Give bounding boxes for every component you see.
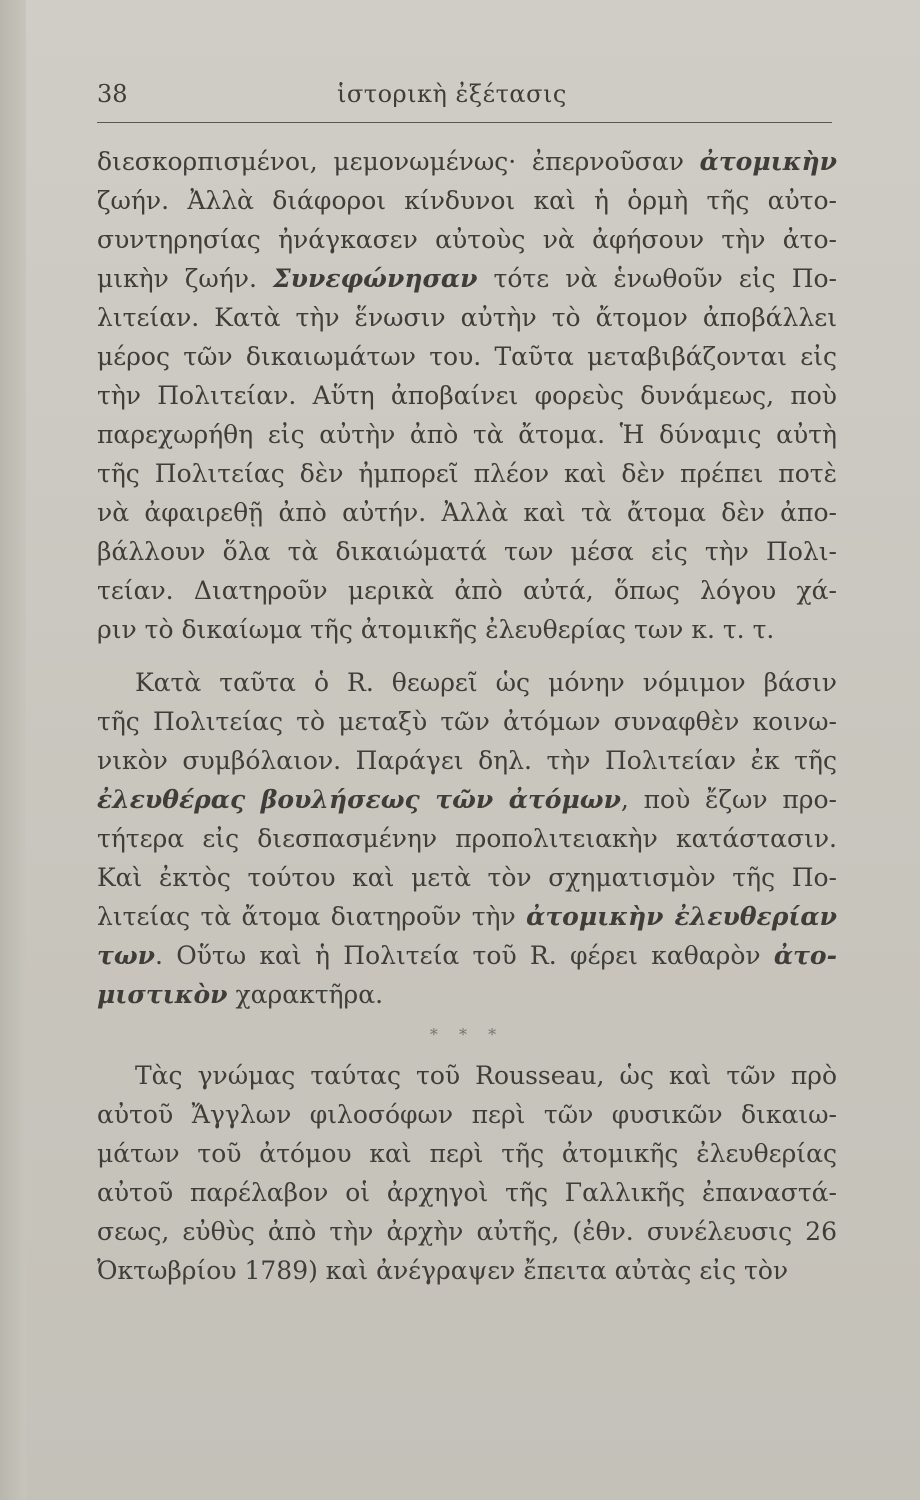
text-span: μικὴν ζωήν. <box>97 264 273 293</box>
text-line <box>97 975 837 1014</box>
paragraph-3 <box>97 1056 837 1290</box>
text-span: ζωήν. Ἀλλὰ διάφοροι κίνδυνοι καὶ ἡ ὁρμὴ τῆς αὐτο- <box>97 186 837 215</box>
text-line <box>97 1095 837 1134</box>
text-line <box>97 702 837 741</box>
text-line <box>97 493 837 532</box>
text-span: νὰ ἀφαιρεθῇ ἀπὸ αὐτήν. Ἀλλὰ καὶ τὰ ἄτομα δὲν ἀπο- <box>97 498 837 527</box>
text-span: μάτων τοῦ ἀτόμου καὶ περὶ τῆς ἀτομικῆς ἐλευθερίας <box>97 1139 837 1168</box>
running-title: ἱστορικὴ ἐξέτασις <box>337 80 567 108</box>
text-span: χαρακτῆρα. <box>227 980 384 1009</box>
text-line <box>97 259 837 298</box>
text-line <box>97 415 837 454</box>
text-span: τὴν Πολιτείαν. Αὕτη ἀποβαίνει φορεὺς δυνάμεως, ποὺ <box>97 381 837 410</box>
text-span: παρεχωρήθη εἰς αὐτὴν ἀπὸ τὰ ἄτομα. Ἡ δύναμις αὐτὴ <box>97 420 837 449</box>
text-line <box>97 571 837 610</box>
text-span: Ὀκτωβρίου 1789) καὶ ἀνέγραψεν ἔπειτα αὐτὰς εἰς τὸν <box>97 1256 789 1285</box>
paragraph-gap <box>97 649 837 663</box>
text-line <box>97 610 837 649</box>
text-span: σεως, εὐθὺς ἀπὸ τὴν ἀρχὴν αὐτῆς, (ἐθν. συνέλευσις 26 <box>97 1217 837 1246</box>
text-span: , ποὺ ἔζων προ- <box>620 785 837 814</box>
text-line <box>97 1251 837 1290</box>
section-separator: * * * <box>429 1025 505 1044</box>
text-line <box>97 741 837 780</box>
emphasized-text: Συνεφώνησαν <box>272 264 478 293</box>
text-span: νικὸν συμβόλαιον. Παράγει δηλ. τὴν Πολιτείαν ἐκ τῆς <box>97 746 837 775</box>
paragraph-2 <box>97 663 837 1014</box>
text-span: τήτερα εἰς διεσπασμένην προπολιτειακὴν κατάστασιν. <box>97 824 837 853</box>
emphasized-text: ἐλευθέρας βουλήσεως τῶν ἀτόμων <box>97 785 621 814</box>
text-line <box>97 897 837 936</box>
text-span: Καὶ ἐκτὸς τούτου καὶ μετὰ τὸν σχηματισμὸν τῆς Πο- <box>97 863 837 892</box>
text-span: τείαν. Διατηροῦν μερικὰ ἀπὸ αὐτά, ὅπως λόγου χά- <box>97 576 837 605</box>
text-span: μέρος τῶν δικαιωμάτων του. Ταῦτα μεταβιβάζονται εἰς <box>97 342 837 371</box>
text-span: ριν τὸ δικαίωμα τῆς ἀτομικῆς ἐλευθερίας των κ. τ. τ. <box>97 615 775 644</box>
text-line <box>97 376 837 415</box>
text-line <box>97 819 837 858</box>
text-line <box>97 663 837 702</box>
text-span: τῆς Πολιτείας τὸ μεταξὺ τῶν ἀτόμων συναφθὲν κοινω- <box>97 707 837 736</box>
text-span: τότε νὰ ἑνωθοῦν εἰς Πο- <box>477 264 837 293</box>
emphasized-text: μιστικὸν <box>97 980 228 1009</box>
text-span: . Οὕτω καὶ ἡ Πολιτεία τοῦ R. φέρει καθαρὸν <box>154 941 774 970</box>
text-line <box>97 1212 837 1251</box>
text-line <box>97 780 837 819</box>
text-span: Κατὰ ταῦτα ὁ R. θεωρεῖ ὡς μόνην νόμιμον βάσιν <box>135 668 837 697</box>
text-line <box>97 142 837 181</box>
text-line <box>97 532 837 571</box>
body-text <box>97 142 837 1290</box>
text-line <box>97 298 837 337</box>
page-header <box>97 78 832 123</box>
text-span: Τὰς γνώμας ταύτας τοῦ Rousseau, ὡς καὶ τῶν πρὸ <box>135 1061 837 1090</box>
paragraph-1 <box>97 142 837 649</box>
emphasized-text: ἀτο- <box>773 941 837 970</box>
text-span: διεσκορπισμένοι, μεμονωμένως· ἐπερνοῦσαν <box>97 147 700 176</box>
text-span: συντηρησίας ἠνάγκασεν αὐτοὺς νὰ ἀφήσουν τὴν ἀτο- <box>97 225 837 254</box>
text-line <box>97 1134 837 1173</box>
text-line <box>97 181 837 220</box>
text-line <box>97 1173 837 1212</box>
text-span: αὐτοῦ παρέλαβον οἱ ἀρχηγοὶ τῆς Γαλλικῆς ἐπαναστά- <box>97 1178 837 1207</box>
emphasized-text: των <box>97 941 155 970</box>
text-line <box>97 454 837 493</box>
text-span: λιτείαν. Κατὰ τὴν ἕνωσιν αὐτὴν τὸ ἄτομον ἀποβάλλει <box>97 303 837 332</box>
text-line <box>97 858 837 897</box>
text-line <box>97 936 837 975</box>
page-gutter-shadow <box>0 0 26 1500</box>
text-span: λιτείας τὰ ἄτομα διατηροῦν τὴν <box>97 902 527 931</box>
text-line <box>97 1056 837 1095</box>
emphasized-text: ἀτομικὴν ἐλευθερίαν <box>526 902 837 931</box>
text-span: τῆς Πολιτείας δὲν ἠμπορεῖ πλέον καὶ δὲν πρέπει ποτὲ <box>97 459 837 488</box>
text-line <box>97 220 837 259</box>
page-number: 38 <box>97 80 128 108</box>
text-line <box>97 337 837 376</box>
text-span: βάλλουν ὅλα τὰ δικαιώματά των μέσα εἰς τὴν Πολι- <box>97 537 837 566</box>
emphasized-text: ἀτομικὴν <box>699 147 837 176</box>
text-span: αὐτοῦ Ἄγγλων φιλοσόφων περὶ τῶν φυσικῶν δικαιω- <box>97 1100 837 1129</box>
